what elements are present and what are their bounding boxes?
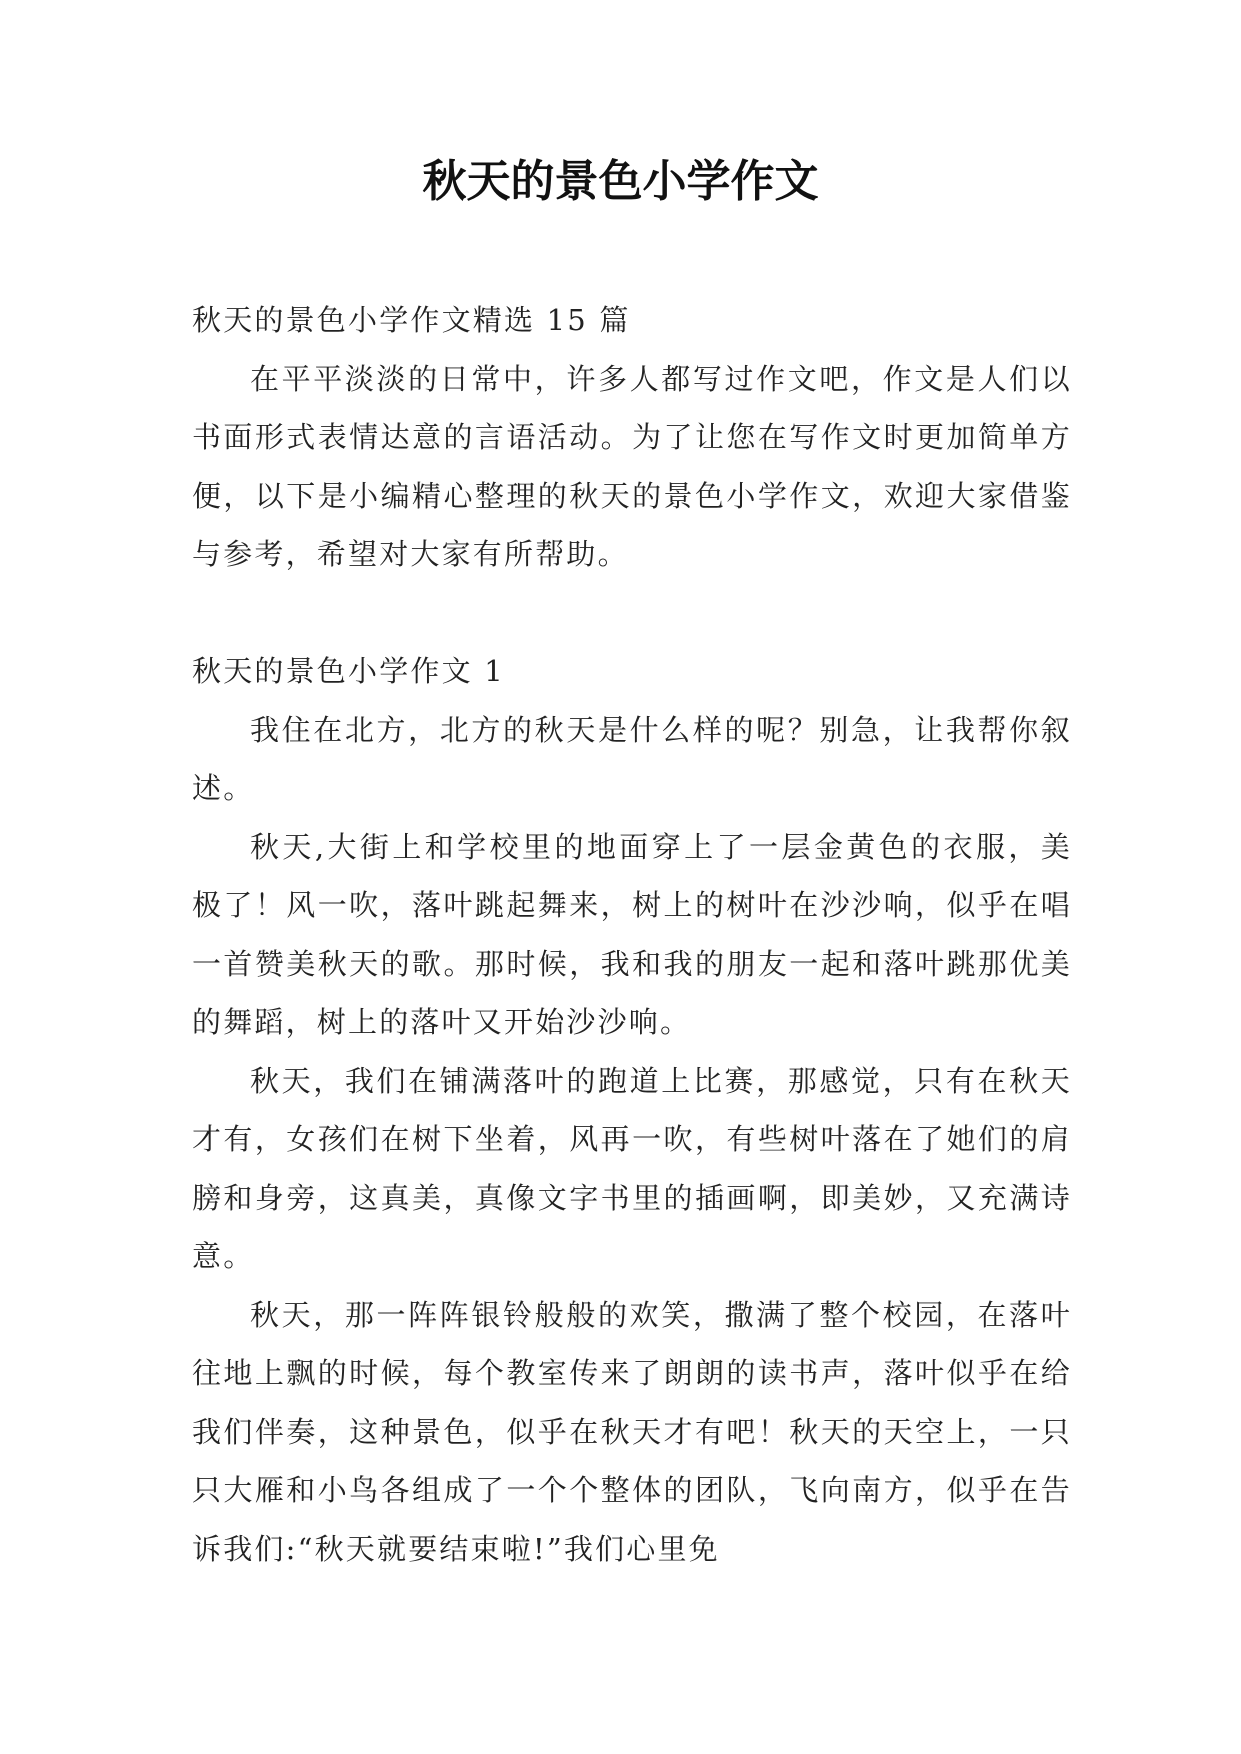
document-title: 秋天的景色小学作文 — [422, 156, 819, 207]
section-spacer — [192, 584, 1072, 643]
intro-heading: 秋天的景色小学作文精选 15 篇 — [192, 303, 631, 337]
document-body — [192, 291, 1072, 1578]
essay-1-heading: 秋天的景色小学作文 1 — [192, 654, 505, 688]
essay-1-paragraph: 秋天,大街上和学校里的地面穿上了一层金黄色的衣服，美极了！风一吹，落叶跳起舞来，树上的树叶在沙沙响，似乎在唱一首赞美秋天的歌。那时候，我和我的朋友一起和落叶跳那优美的舞蹈，树上的落叶又开始沙沙响。 — [192, 829, 1072, 1039]
essay-1-paragraph: 我住在北方，北方的秋天是什么样的呢？别急，让我帮你叙述。 — [192, 712, 1072, 805]
intro-paragraph: 在平平淡淡的日常中，许多人都写过作文吧，作文是人们以书面形式表情达意的言语活动。为了让您在写作文时更加简单方便，以下是小编精心整理的秋天的景色小学作文，欢迎大家借鉴与参考，希望对大家有所帮助。 — [192, 361, 1072, 571]
essay-1-paragraph: 秋天，我们在铺满落叶的跑道上比赛，那感觉，只有在秋天才有，女孩们在树下坐着，风再一吹，有些树叶落在了她们的肩膀和身旁，这真美，真像文字书里的插画啊，即美妙，又充满诗意。 — [192, 1063, 1072, 1273]
essay-1-paragraph: 秋天，那一阵阵银铃般般的欢笑，撒满了整个校园，在落叶往地上飘的时候，每个教室传来了朗朗的读书声，落叶似乎在给我们伴奏，这种景色，似乎在秋天才有吧！秋天的天空上，一只只大雁和小鸟各组成了一个个整体的团队，飞向南方，似乎在告诉我们:“秋天就要结束啦!”我们心里免 — [192, 1297, 1072, 1566]
